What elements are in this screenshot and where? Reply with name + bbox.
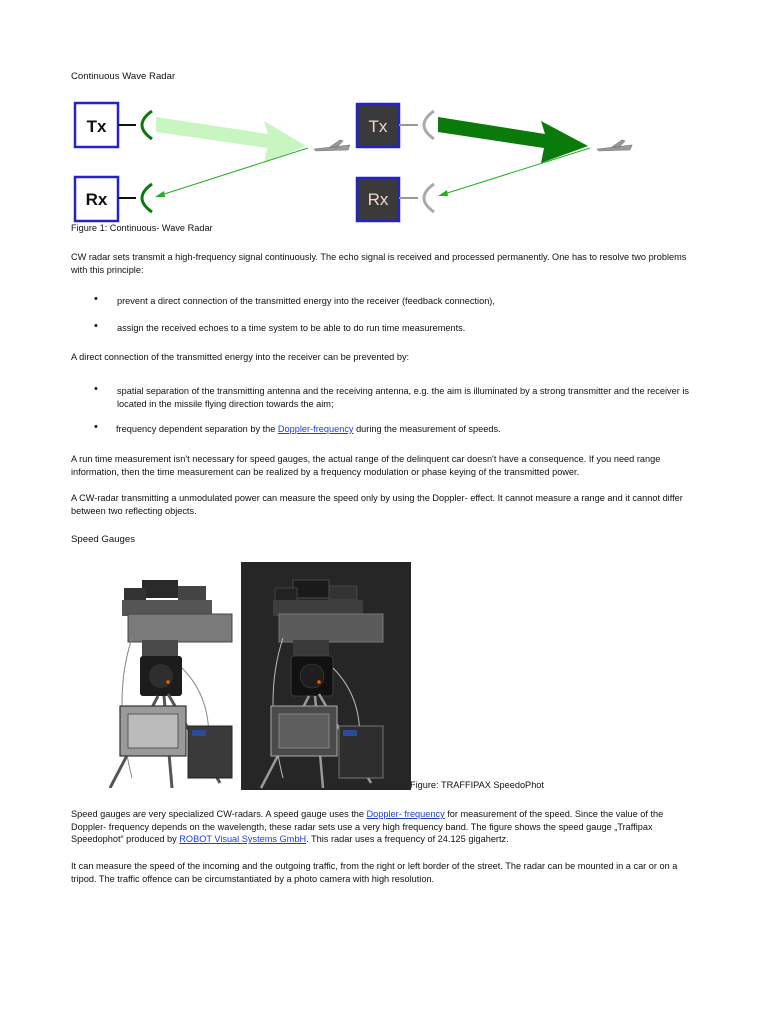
paragraph-run-time: A run time measurement isn't necessary for speed gauges, the actual range of the delinquent car doesn't have a consequence. If you need range information, then the time measurement can be realized by a frequency modulation or phase keying of the transmitted power. [71,454,661,477]
bullet-spatial-separation: spatial separation of the transmitting antenna and the receiving antenna, e.g. the aim is illuminated by a strong transmitter and the receiver is located in the missile flying direction towards the aim; [117,386,689,409]
bullet-frequency-separation [116,423,696,436]
tx-label-right: Tx [368,117,388,136]
echo-line-left [158,148,308,196]
rx-antenna-right [424,184,434,212]
aircraft-left [314,140,350,151]
paragraph-speed-gauges [71,808,695,846]
bullet-time-system: assign the received echoes to a time system to be able to do run time measurements. [117,323,466,333]
speed-gauges-text-3: . This radar uses a frequency of 24.125 gigahertz. [306,834,509,845]
bullet-dot: • [94,320,98,332]
robot-visual-systems-link[interactable]: ROBOT Visual Systems GmbH [179,834,307,845]
section-title-speed-gauges: Speed Gauges [71,534,136,545]
paragraph-cw-intro: CW radar sets transmit a high-frequency signal continuously. The echo signal is received and processed permanently. One has to resolve two problems with this principle: [71,252,687,275]
paragraph-cw-doppler: A CW-radar transmitting a unmodulated power can measure the speed only by using the Doppler- effect. It cannot measure a range and it cannot differ between two reflecting objects. [71,493,683,516]
figure-traffipax-caption: Figure: TRAFFIPAX SpeedoPhot [410,780,544,790]
speed-gauges-text-2: for measurement of the speed. Since the value of the Doppler- frequency depends on the wavelength, these radar sets use a very high frequency band. The figure shows the speed gauge „Traffipax Speedophot“ produced by [71,809,664,845]
rx-label-right: Rx [367,190,389,209]
speed-gauge-photo-dark [241,562,411,790]
paragraph-traffic-measurement: It can measure the speed of the incoming and the outgoing traffic, from the right or left border of the street. The radar can be mounted in a car or on a tripod. The traffic offence can be circumstantiated by a photo camera with high resolution. [71,861,678,884]
doppler-frequency-link[interactable]: Doppler-frequency [277,424,354,434]
section-title-cw-radar: Continuous Wave Radar [71,71,176,82]
rx-label-left: Rx [85,190,108,209]
bullet-dot: • [94,293,98,305]
bullet-freq-text-after: during the measurement of speeds. [353,424,501,434]
speed-gauges-text-1: Speed gauges are very specialized CW-radars. A speed gauge uses the [71,809,367,819]
tx-antenna-right [424,111,434,139]
bullet-freq-text-before: frequency dependent separation by the [116,424,278,434]
speed-gauge-photo-light [102,578,242,788]
bullet-dot: • [94,383,98,395]
echo-line-right [441,148,590,195]
rx-antenna-left [142,184,152,212]
figure-1-caption: Figure 1: Continuous- Wave Radar [71,223,213,233]
bullet-dot: • [94,421,98,433]
doppler-frequency-link-2[interactable]: Doppler- frequency [366,809,445,819]
cw-radar-diagram [0,0,768,230]
bullet-feedback: prevent a direct connection of the transmitted energy into the receiver (feedback connection), [117,296,495,306]
tx-antenna-left [142,111,152,139]
paragraph-prevention: A direct connection of the transmitted energy into the receiver can be prevented by: [71,352,410,362]
aircraft-right [597,140,632,151]
tx-label-left: Tx [86,117,107,136]
